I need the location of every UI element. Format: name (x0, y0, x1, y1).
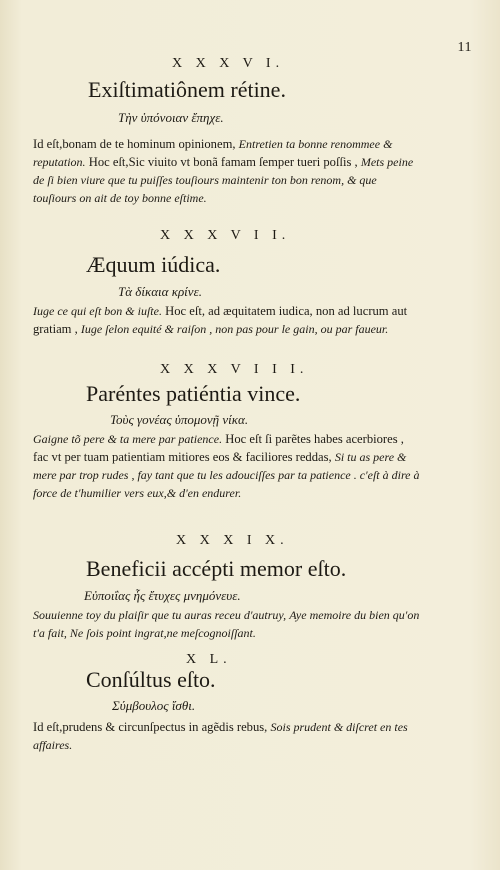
greek-line: Τοὺς γονέας ὑπομονῇ νίκα. (110, 412, 249, 427)
section-heading: Paréntes patiéntia vince. (86, 381, 301, 406)
section-numeral: X X X V I I. (160, 228, 291, 243)
section-heading: Exiſtimatiônem rétine. (88, 77, 286, 102)
section-numeral: X X X V I I I. (160, 362, 309, 377)
greek-line: Τὰ δίκαια κρίνε. (118, 284, 202, 299)
section-numeral: X X X I X. (176, 533, 289, 548)
french-text: Mets peine de ſi bien viure que tu puiſſes touſiours maintenir ton bon renom, & que touſiours on ait de toy bonne eſtime. (33, 155, 414, 205)
latin-text: Id eſt,bonam de te hominum opinionem, (33, 137, 236, 151)
latin-text: Hoc eſt ſi parẽtes habes acerbiores , fac vt per tuam patientiam mitiores eos & faciliores reddas, (33, 432, 404, 464)
commentary-paragraph (33, 430, 421, 502)
commentary-paragraph (33, 302, 421, 338)
latin-text: Id eſt,prudens & circunſpectus in agẽdis rebus, (33, 720, 268, 734)
section-heading: Beneficii accépti memor eſto. (86, 556, 347, 581)
page-number: 11 (457, 40, 472, 55)
french-text: Iuge ſelon equité & raiſon , non pas pour le gain, ou par faueur. (80, 322, 389, 336)
latin-text: Hoc eſt, ad æquitatem iudica, non ad lucrum aut gratiam , (33, 304, 408, 336)
french-text: Iuge ce qui eſt bon & iuſte. (33, 304, 162, 318)
greek-line: Εὐποιΐας ἧς ἔτυχες μνημόνευε. (84, 588, 241, 603)
french-text: Si tu as pere & mere par trop rudes , fay tant que tu les adouciſſes par ta patience . c'eſt à dire à force de t'humilier vers eux,& d'en endurer. (33, 450, 420, 500)
section-heading: Æquum iúdica. (86, 252, 221, 277)
french-text: Entretien ta bonne renommee & reputation. (33, 137, 393, 169)
commentary-paragraph (33, 718, 421, 754)
french-text: Souuienne toy du plaiſir que tu auras receu d'autruy, (33, 608, 287, 622)
french-text: Gaigne tõ pere & ta mere par patience. (33, 432, 223, 446)
french-text: Sois prudent & diſcret en tes affaires. (33, 720, 408, 752)
section-numeral: X X X V I. (172, 56, 285, 71)
french-text: Aye memoire du bien qu'on t'a fait, Ne ſois point ingrat,ne meſcognoiſſant. (33, 608, 420, 640)
greek-line: Σύμβουλος ἴσθι. (112, 698, 196, 713)
greek-line: Τὴν ὑπόνοιαν ἔπηχε. (118, 110, 224, 125)
latin-text: Hoc eſt,Sic viuito vt bonã famam ſemper tueri poſſis , (88, 155, 358, 169)
commentary-paragraph (33, 606, 421, 642)
commentary-paragraph (33, 135, 421, 207)
section-heading: Conſúltus eſto. (86, 667, 216, 692)
section-numeral: X L. (186, 652, 232, 667)
